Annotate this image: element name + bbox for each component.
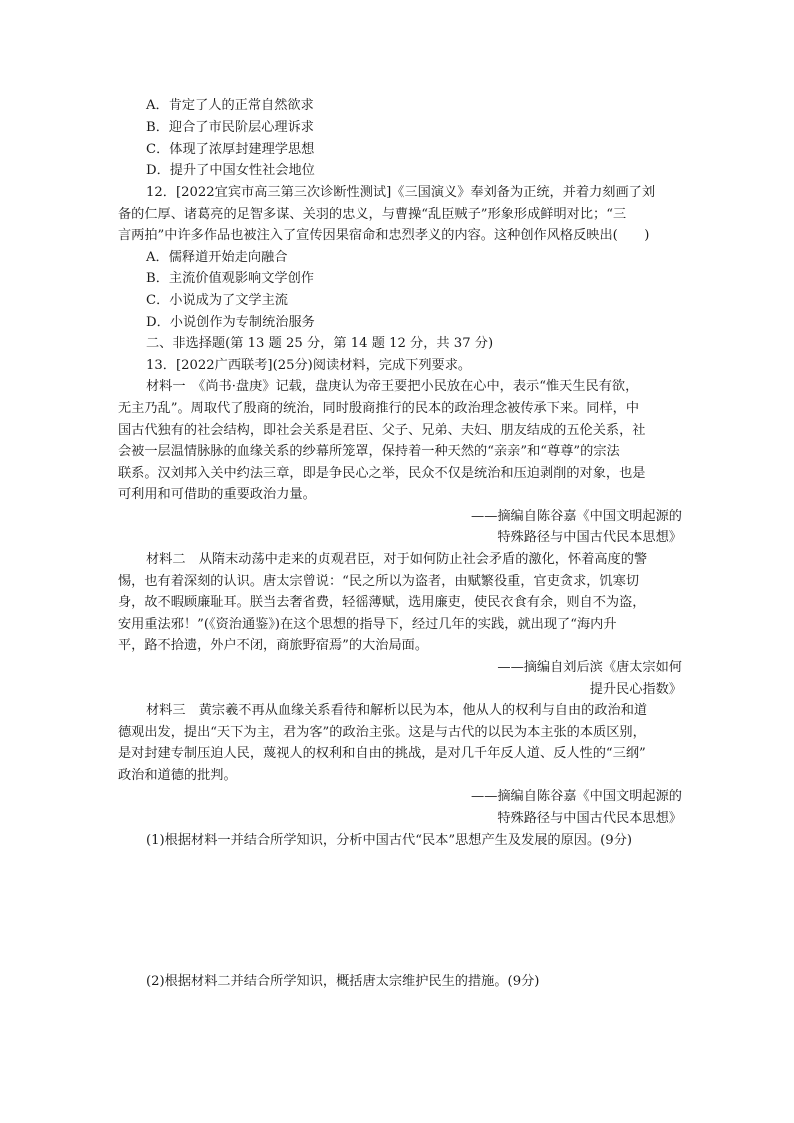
material-three-line: 政治和道德的批判。 (118, 768, 237, 783)
material-two-source: ——摘编自刘后滨《唐太宗如何 (497, 660, 682, 675)
q12-option-b: B．主流价值观影响文学创作 (146, 271, 314, 286)
material-two-line: 材料二 从隋末动荡中走来的贞观君臣，对于如何防止社会矛盾的激化，怀着高度的警 (146, 552, 648, 567)
material-one-line: 可利用和可借助的重要政治力量。 (118, 487, 316, 502)
q11-option-c: C．体现了浓厚封建理学思想 (146, 142, 315, 157)
material-two-source: 提升民心指数》 (589, 682, 682, 697)
material-three-line: 是对封建专制压迫人民，蔑视人的权利和自由的挑战，是对几千年反人道、反人性的“三纲” (118, 746, 646, 761)
q12-option-a: A．儒释道开始走向融合 (146, 250, 288, 265)
q12-stem-line: 备的仁厚、诸葛亮的足智多谋、关羽的忠义，与曹操“乱臣贼子”形象形成鲜明对比；“三 (118, 207, 627, 222)
material-one-source: 特殊路径与中国古代民本思想》 (497, 530, 682, 545)
q12-stem-line: 12．[2022宜宾市高三第三次诊断性测试]《三国演义》奉刘备为正统，并着力刻画了刘 (146, 185, 656, 200)
q13-intro: 13．[2022广西联考](25分)阅读材料，完成下列要求。 (146, 358, 472, 373)
q11-option-a: A．肯定了人的正常自然欲求 (146, 98, 314, 113)
material-three-source: 特殊路径与中国古代民本思想》 (497, 811, 682, 826)
material-one-line: 会被一层温情脉脉的血缘关系的纱幕所笼罩，保持着一种天然的“亲亲”和“尊尊”的宗法 (118, 444, 620, 459)
q12-option-d: D．小说创作为专制统治服务 (146, 315, 315, 330)
q12-option-c: C．小说成为了文学主流 (146, 293, 288, 308)
q11-option-d: D．提升了中国女性社会地位 (146, 163, 315, 178)
section-heading: 二、非选择题(第 13 题 25 分，第 14 题 12 分，共 37 分) (146, 336, 494, 351)
material-two-line: 惕，也有着深刻的认识。唐太宗曾说：“民之所以为盗者，由赋繁役重，官吏贪求，饥寒切 (118, 574, 640, 589)
material-three-line: 材料三 黄宗羲不再从血缘关系看待和解析以民为本，他从人的权利与自由的政治和道 (146, 703, 648, 718)
material-two-line: 身，故不暇顾廉耻耳。朕当去奢省费，轻徭薄赋，选用廉吏，使民衣食有余，则自不为盗， (118, 595, 646, 610)
material-three-line: 德观出发，提出“天下为主，君为客”的政治主张。这是与古代的以民为本主张的本质区别， (118, 725, 646, 740)
material-two-line: 平，路不拾遗，外户不闭，商旅野宿焉”的大治局面。 (118, 638, 429, 653)
material-two-line: 安用重法邪！”(《资治通鉴》)在这个思想的指导下，经过几年的实践，就出现了“海内升 (118, 617, 617, 632)
q12-stem-line: 言两拍”中许多作品也被注入了宣传因果宿命和忠烈孝义的内容。这种创作风格反映出( ) (118, 228, 650, 243)
q11-option-b: B．迎合了市民阶层心理诉求 (146, 120, 314, 135)
material-three-source: ——摘编自陈谷嘉《中国文明起源的 (471, 789, 682, 804)
material-one-line: 无主乃乱”。周取代了殷商的统治，同时殷商推行的民本的政治理念被传承下来。同样，中 (118, 401, 640, 416)
material-one-line: 材料一 《尚书·盘庚》记载，盘庚认为帝王要把小民放在心中，表示“惟天生民有欲， (146, 379, 639, 394)
material-one-line: 联系。汉刘邦入关中约法三章，即是争民心之举，民众不仅是统治和压迫剥削的对象，也是 (118, 466, 646, 481)
question-two: (2)根据材料二并结合所学知识，概括唐太宗维护民生的措施。(9分) (146, 974, 540, 989)
material-one-line: 国古代独有的社会结构，即社会关系是君臣、父子、兄弟、夫妇、朋友结成的五伦关系，社 (118, 423, 646, 438)
question-one: (1)根据材料一并结合所学知识，分析中国古代“民本”思想产生及发展的原因。(9分) (146, 833, 633, 848)
material-one-source: ——摘编自陈谷嘉《中国文明起源的 (471, 509, 682, 524)
